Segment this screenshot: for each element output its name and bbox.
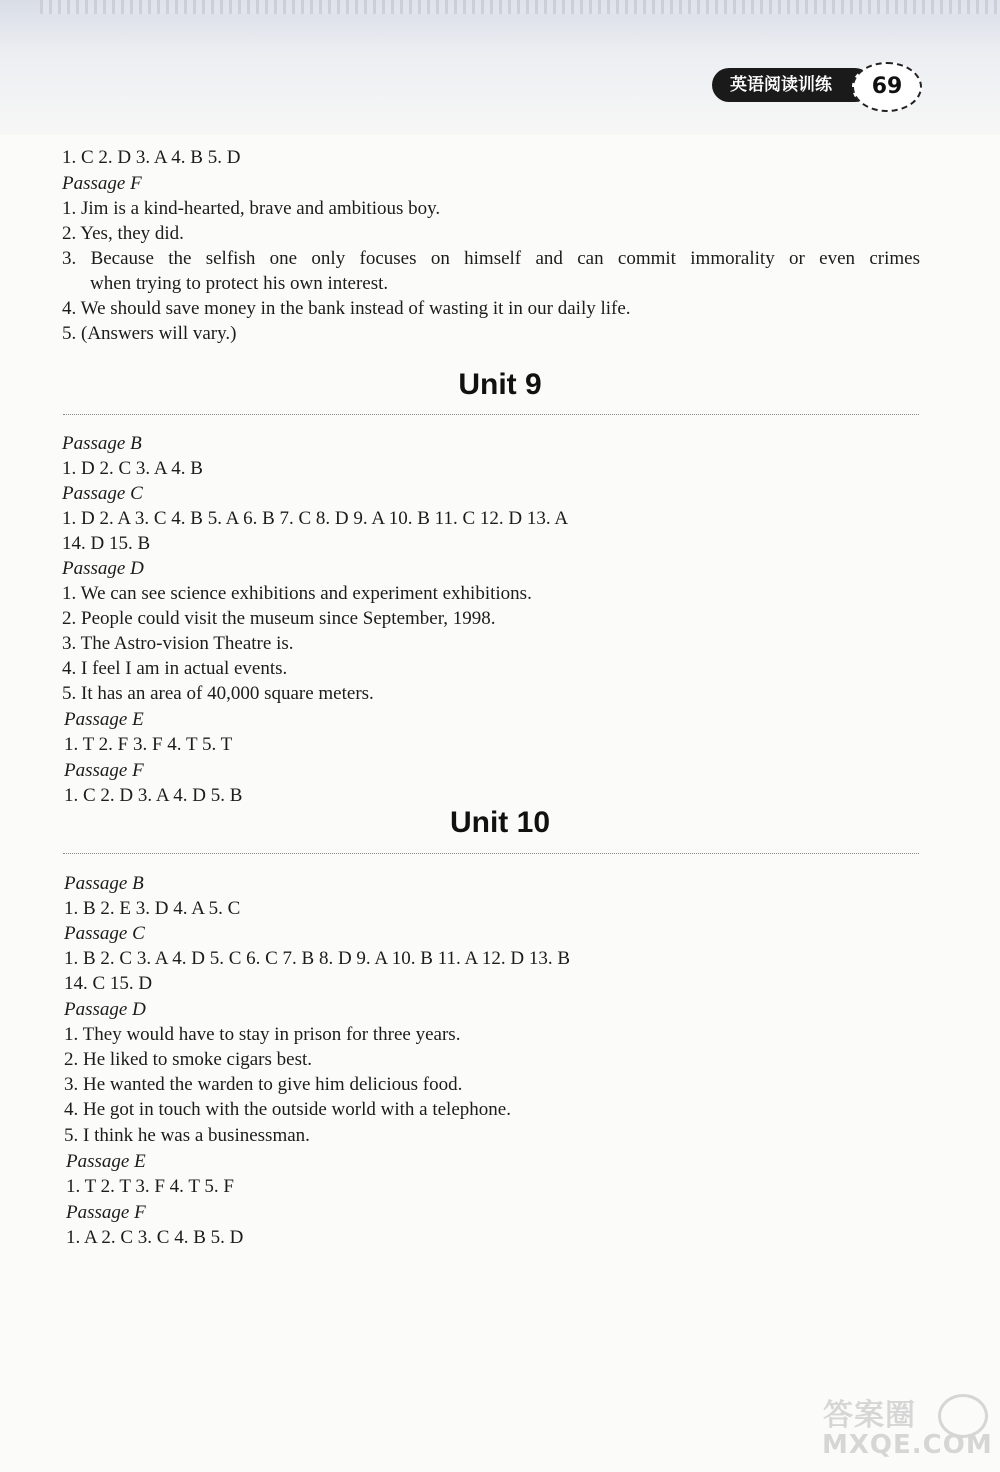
passage-label: Passage C <box>64 923 145 944</box>
answer-line: 5. (Answers will vary.) <box>62 323 237 344</box>
answer-line: 5. I think he was a businessman. <box>64 1125 310 1146</box>
answer-line: 3. Because the selfish one only focuses on himself and can commit immorality or even crimes <box>62 248 920 269</box>
answer-line: 5. It has an area of 40,000 square meters. <box>62 683 374 704</box>
passage-label: Passage C <box>62 483 143 504</box>
passage-label: Passage D <box>64 999 146 1020</box>
passage-label: Passage F <box>62 173 142 194</box>
answer-line: 1. B 2. C 3. A 4. D 5. C 6. C 7. B 8. D 9. A 10. B 11. A 12. D 13. B <box>64 948 571 969</box>
answer-line: 1. D 2. C 3. A 4. B <box>62 458 203 479</box>
answer-line: 1. T 2. T 3. F 4. T 5. F <box>66 1176 234 1197</box>
watermark-site: MXQE.COM <box>822 1430 993 1460</box>
unit-10-title: Unit 10 <box>449 806 551 839</box>
answer-line: 4. I feel I am in actual events. <box>62 658 288 679</box>
answer-line: 3. He wanted the warden to give him delicious food. <box>64 1074 463 1095</box>
answer-line: 1. Jim is a kind-hearted, brave and ambitious boy. <box>62 198 441 219</box>
unit-9-title: Unit 9 <box>458 368 542 401</box>
answer-line: 2. People could visit the museum since September, 1998. <box>62 608 496 629</box>
answer-line: 4. We should save money in the bank instead of wasting it in our daily life. <box>62 298 631 319</box>
answer-line: 4. He got in touch with the outside world with a telephone. <box>64 1099 511 1120</box>
answer-line: when trying to protect his own interest. <box>90 273 389 294</box>
answer-line: 1. They would have to stay in prison for three years. <box>64 1024 461 1045</box>
passage-label: Passage B <box>62 433 142 454</box>
header-texture <box>40 0 1000 14</box>
answer-line: 1. A 2. C 3. C 4. B 5. D <box>66 1227 244 1248</box>
answer-line: 3. The Astro-vision Theatre is. <box>62 633 294 654</box>
answer-line: 14. D 15. B <box>62 533 151 554</box>
divider <box>63 414 919 415</box>
passage-label: Passage D <box>62 558 144 579</box>
passage-label: Passage B <box>64 873 144 894</box>
page-number: 69 <box>852 62 922 112</box>
answer-line: 1. C 2. D 3. A 4. D 5. B <box>64 785 243 806</box>
answer-line: 1. We can see science exhibitions and experiment exhibitions. <box>62 583 532 604</box>
passage-label: Passage E <box>64 709 144 730</box>
answer-line: 14. C 15. D <box>64 973 153 994</box>
watermark-logo: 答案圈 <box>823 1398 916 1433</box>
answer-line: 1. B 2. E 3. D 4. A 5. C <box>64 898 241 919</box>
answer-line: 2. Yes, they did. <box>62 223 184 244</box>
answer-line: 1. T 2. F 3. F 4. T 5. T <box>64 734 233 755</box>
divider <box>63 853 919 854</box>
passage-label: Passage F <box>64 760 144 781</box>
answer-line: 1. D 2. A 3. C 4. B 5. A 6. B 7. C 8. D 9. A 10. B 11. C 12. D 13. A <box>62 508 569 529</box>
passage-label: Passage E <box>66 1151 146 1172</box>
book-title: 英语阅读训练 <box>712 68 872 102</box>
answer-line: 2. He liked to smoke cigars best. <box>64 1049 313 1070</box>
passage-label: Passage F <box>66 1202 146 1223</box>
answer-line: 1. C 2. D 3. A 4. B 5. D <box>62 147 241 168</box>
